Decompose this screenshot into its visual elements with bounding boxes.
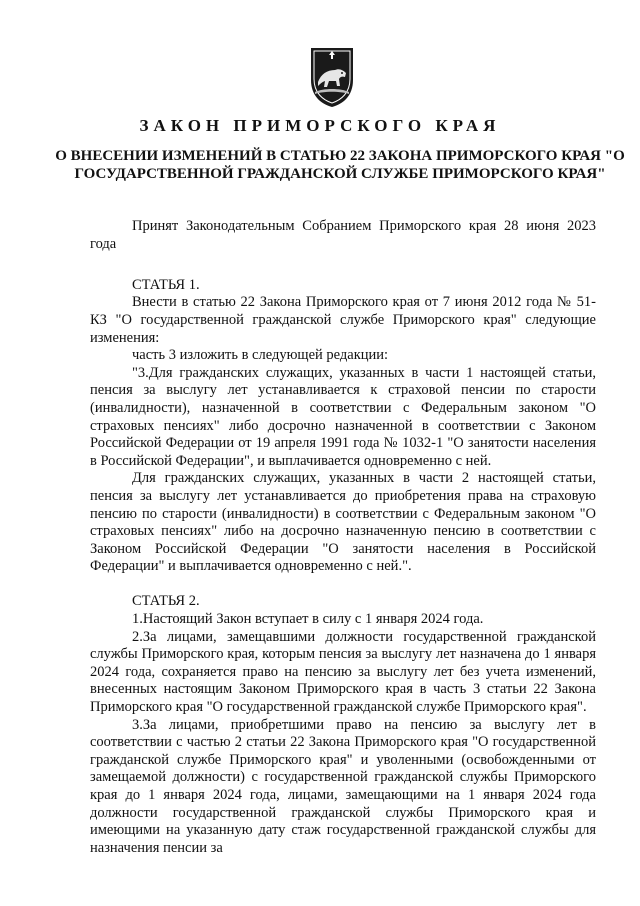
article-2-paragraph-2: 2.За лицами, замещавшими должности государственной гражданской службы Приморского края, которым пенсия за выслугу лет назначена до 1 января 2024 года, сохраняется право на пенсию за выслугу лет без учета изменений, внесенных настоящим Законом Приморского края в часть 3 статьи 22 Закона Приморского края "О государственной гражданской службе Приморского края". <box>90 628 596 716</box>
law-subtitle: О ВНЕСЕНИИ ИЗМЕНЕНИЙ В СТАТЬЮ 22 ЗАКОНА ПРИМОРСКОГО КРАЯ "О ГОСУДАРСТВЕННОЙ ГРАЖДАНСКОЙ СЛУЖБЕ ПРИМОРСКОГО КРАЯ" <box>55 148 625 182</box>
article-2-heading: СТАТЬЯ 2. <box>132 593 200 610</box>
adoption-note: Принят Законодательным Собранием Приморского края 28 июня 2023 года <box>90 218 596 252</box>
article-1-heading: СТАТЬЯ 1. <box>132 276 200 293</box>
article-1-quote-1: "3.Для гражданских служащих, указанных в части 1 настоящей статьи, пенсия за выслугу лет устанавливается к страховой пенсии по старости (инвалидности), назначенной в соответствии с Федеральным законом "О страховых пенсиях" либо досрочно назначенной в соответствии с Законом Российской Федерации от 19 апреля 1991 года № 1032-1 "О занятости населения в Российской Федерации", и выплачивается одновременно с ней. <box>90 364 596 469</box>
law-title: ЗАКОН ПРИМОРСКОГО КРАЯ <box>139 116 501 135</box>
article-2-paragraph-3: 3.За лицами, приобретшими право на пенсию за выслугу лет в соответствии с частью 2 статьи 22 Закона Приморского края "О государственной гражданской службе Приморского края" и уволенными (освобожденными от замещаемой должности) с государственной гражданской службы Приморского края до 1 января 2024 года, лицами, замещающими на 1 января 2024 года должности государственной гражданской службы Приморского края и имеющими на указанную дату стаж государственной гражданской службы для назначения пенсии за <box>90 716 596 856</box>
document-body <box>90 218 596 857</box>
coat-of-arms-icon <box>309 46 355 108</box>
article-2-paragraph-1: 1.Настоящий Закон вступает в силу с 1 января 2024 года. <box>132 611 484 628</box>
article-1-item: часть 3 изложить в следующей редакции: <box>132 347 389 364</box>
article-1-quote-2: Для гражданских служащих, указанных в части 2 настоящей статьи, пенсия за выслугу лет устанавливается до приобретения права на страховую пенсию по старости (инвалидности) в соответствии с Федеральным законом "О страховых пенсиях" либо на досрочно назначенную пенсию в соответствии с Законом Российской Федерации "О занятости населения в Российской Федерации" и выплачивается одновременно с ней.". <box>90 470 596 575</box>
article-1-intro: Внести в статью 22 Закона Приморского края от 7 июня 2012 года № 51-КЗ "О государственной гражданской службе Приморского края" следующие изменения: <box>90 294 596 346</box>
